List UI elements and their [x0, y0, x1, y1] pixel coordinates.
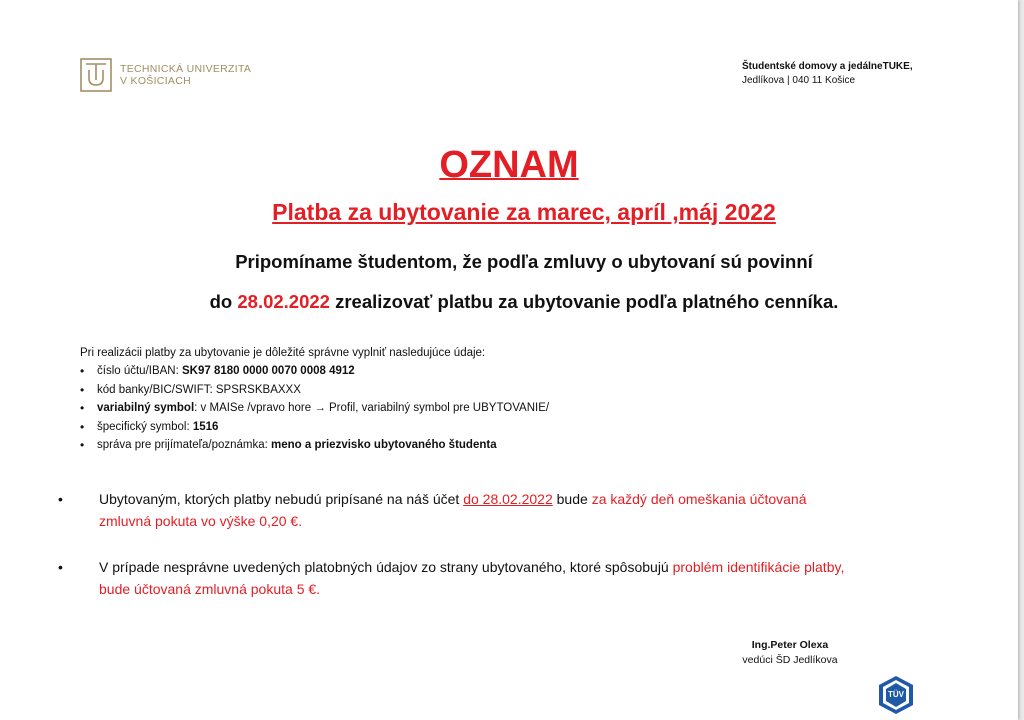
bullet-icon: •: [58, 491, 63, 507]
notice-title-text: OZNAM: [439, 144, 579, 186]
list-item-specific-symbol: [80, 418, 549, 437]
list-item-bic: [80, 381, 549, 400]
specific-symbol-value: 1516: [192, 420, 219, 433]
header-address-block: [742, 60, 913, 88]
late-red-2: zmluvná pokuta vo výške 0,20 €.: [99, 513, 303, 529]
notice-title: [0, 144, 1018, 187]
payment-note-label: správa pre prijímateľa/poznámka:: [97, 439, 272, 451]
penalty-note-wrong-text: [99, 556, 959, 578]
header-org: Študentské domovy a jedálneTUKE,: [742, 61, 913, 72]
payment-note-value: meno a priezvisko ubytovaného študenta: [271, 439, 497, 451]
tuv-certification-icon: [876, 675, 916, 715]
late-date: do 28.02.2022: [463, 491, 553, 507]
payment-intro: Pri realizácii platby za ubytovanie je dôležité správne vyplniť nasledujúce údaje:: [80, 347, 486, 359]
signature-block: [735, 638, 845, 668]
list-item-payment-note: [80, 436, 549, 455]
bic-label: kód banky/BIC/SWIFT: SPSRSKBAXXX: [97, 383, 301, 396]
iban-label: číslo účtu/IBAN:: [97, 365, 183, 377]
reminder-line-2: [0, 291, 1018, 313]
signature-name: Ing.Peter Olexa: [751, 639, 829, 651]
bullet-icon: •: [58, 559, 63, 575]
reminder-line-1: Pripomíname študentom, že podľa zmluvy o ubytovaní sú povinní: [235, 251, 813, 272]
variable-symbol-text: : v MAISe /vpravo hore → Profil, variabilný symbol pre UBYTOVANIE/: [194, 402, 550, 414]
penalty-note-late: [58, 488, 959, 532]
tuke-logo-icon: [80, 58, 112, 92]
list-item-variable-symbol: [80, 399, 549, 418]
university-logo: [80, 58, 251, 92]
logo-text: [120, 63, 251, 87]
wrong-red-2: bude účtovaná zmluvná pokuta 5 €.: [99, 581, 321, 597]
penalty-note-wrong-data: [58, 556, 959, 600]
wrong-red: problém identifikácie platby,: [672, 559, 845, 575]
specific-symbol-label: špecifický symbol:: [97, 420, 193, 433]
logo-line-2: V KOŠICIACH: [120, 75, 191, 87]
variable-symbol-label: variabilný symbol: [97, 402, 195, 414]
list-item-iban: [80, 362, 549, 381]
iban-value: SK97 8180 0000 0070 0008 4912: [182, 365, 355, 377]
signature-role: vedúci ŠD Jedlíkova: [742, 654, 838, 666]
late-red: za každý deň omeškania účtovaná: [591, 491, 807, 507]
wrong-pre: V prípade nesprávne uvedených platobných údajov zo strany ubytovaného, ktoré spôsobujú: [99, 559, 673, 575]
notice-subtitle: [0, 199, 1018, 226]
late-pre: Ubytovaným, ktorých platby nebudú pripísané na náš účet: [99, 491, 464, 507]
notice-subtitle-text: Platba za ubytovanie za marec, apríl ,máj 2022: [272, 199, 776, 225]
penalty-note-late-text: [99, 488, 959, 510]
tuv-badge-text: TÜV: [888, 690, 904, 699]
header-address: Jedlíkova | 040 11 Košice: [742, 75, 856, 86]
payment-details-list: [80, 362, 549, 455]
reminder-pre: do: [209, 291, 238, 312]
logo-line-1: TECHNICKÁ UNIVERZITA: [120, 63, 252, 75]
reminder-post: zrealizovať platbu za ubytovanie podľa platného cenníka.: [329, 291, 839, 312]
late-mid: bude: [552, 491, 592, 507]
reminder-date: 28.02.2022: [237, 291, 330, 312]
